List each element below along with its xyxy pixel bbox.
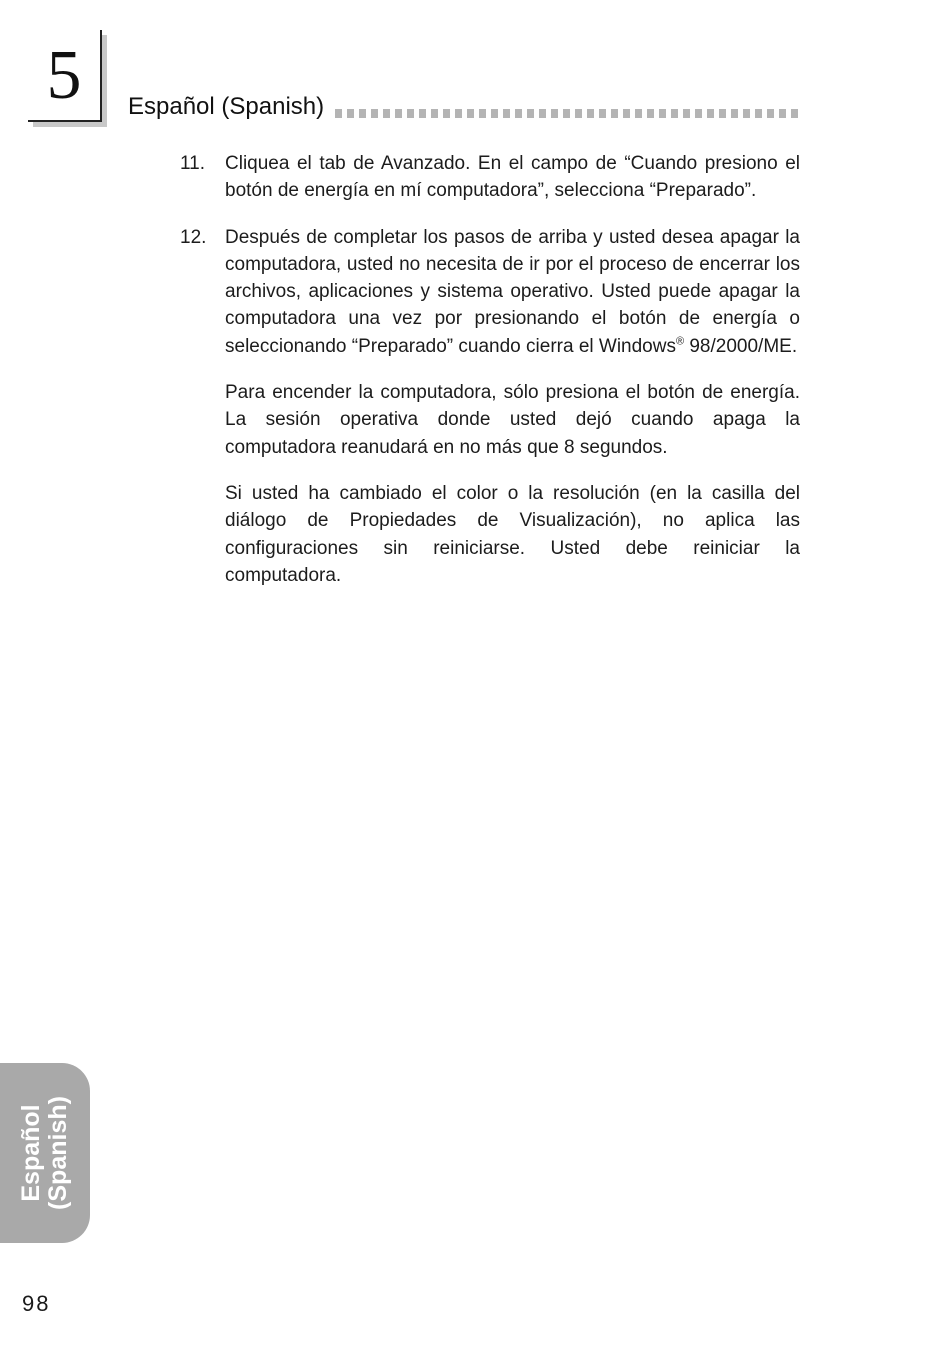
item-text-main: Después de completar los pasos de arriba y usted desea apagar la computadora, usted no necesita de ir por el proceso de encerrar los archivos, aplicaciones y sistema operativo. Usted puede apagar la computadora una vez por presionando el botón de energía o seleccionando “Preparado” cuando cierra el Windows — [225, 226, 800, 357]
list-item-12 — [180, 224, 800, 360]
item-number: 12. — [180, 226, 207, 248]
chapter-number: 5 — [46, 37, 82, 114]
side-tab-line2: (Spanish) — [44, 1096, 72, 1210]
paragraph-display-settings: Si usted ha cambiado el color o la resolución (en la casilla del diálogo de Propiedades de Visualización), no aplica las configuraciones sin reiniciarse. Usted debe reiniciar la computadora. — [225, 482, 800, 586]
item-text — [225, 224, 800, 360]
item-text: Cliquea el tab de Avanzado. En el campo de “Cuando presiono el botón de energía en mí computadora”, selecciona “Preparado”. — [225, 153, 800, 202]
paragraph-power-on: Para encender la computadora, sólo presiona el botón de energía. La sesión operativa donde usted dejó cuando apaga la computadora reanudará en no más que 8 segundos. — [225, 382, 800, 458]
item-number: 11. — [180, 153, 206, 174]
page-number: 98 — [22, 1291, 51, 1316]
chapter-number-box — [28, 30, 102, 122]
side-tab-label — [18, 1096, 72, 1210]
main-content — [180, 150, 800, 608]
title-dotted-rule — [335, 109, 801, 118]
language-side-tab — [0, 1063, 90, 1243]
list-item-11 — [180, 150, 800, 205]
side-tab-line1: Español — [17, 1104, 45, 1202]
section-title: Español (Spanish) — [128, 93, 325, 120]
item-text-end: 98/2000/ME. — [684, 335, 798, 357]
registered-mark: ® — [675, 335, 685, 348]
